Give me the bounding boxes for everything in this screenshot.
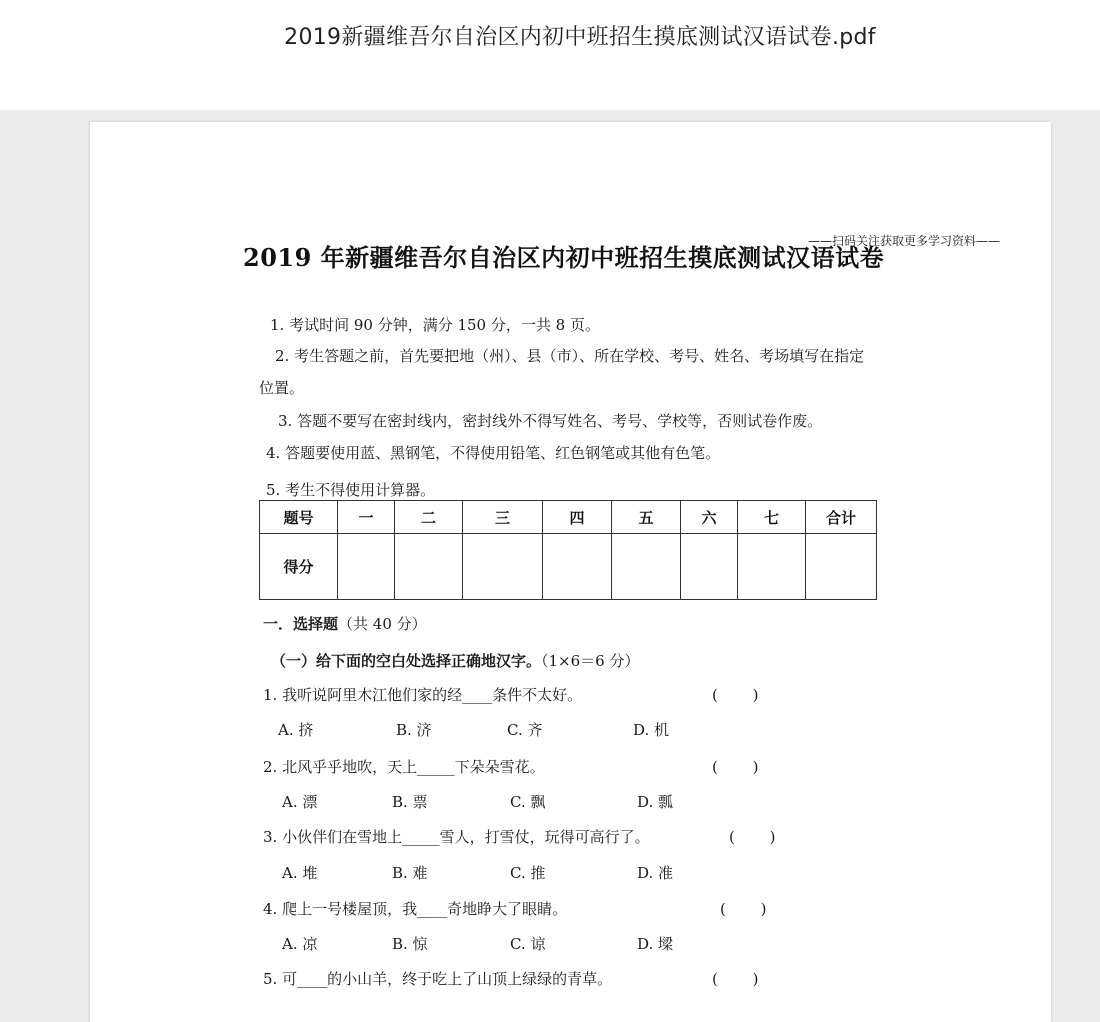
score-cell [806,534,877,600]
question-4: 4. 爬上一号楼屋顶，我____奇地睁大了眼睛。 [263,900,568,918]
score-header-cell: 七 [738,501,806,534]
question-1: 1. 我听说阿里木江他们家的经____条件不太好。 [263,686,583,704]
score-cell [681,534,738,600]
q4-option-a: A. 凉 [282,935,318,953]
instruction-3: 3. 答题不要写在密封线内，密封线外不得写姓名、考号、学校等，否则试卷作废。 [278,412,823,430]
score-header-cell: 二 [395,501,463,534]
instruction-1: 1. 考试时间 90 分钟，满分 150 分，一共 8 页。 [270,316,600,334]
score-header-cell: 题号 [260,501,338,534]
score-cell [395,534,463,600]
instruction-5: 5. 考生不得使用计算器。 [266,481,436,499]
q4-option-b: B. 惊 [392,935,428,953]
score-table [259,500,877,600]
q3-option-b: B. 难 [392,864,428,882]
score-table-score-row [260,534,877,600]
answer-blank-4: ( ) [720,900,767,918]
q1-option-a: A. 挤 [278,721,314,739]
question-3: 3. 小伙伴们在雪地上_____雪人，打雪仗，玩得可高行了。 [263,828,650,846]
q2-option-d: D. 瓢 [637,793,674,811]
title-bar [0,0,1100,110]
document-title: 2019 年新疆维吾尔自治区内初中班招生摸底测试汉语试卷 [243,243,885,272]
score-cell [612,534,681,600]
score-header-cell: 六 [681,501,738,534]
q1-option-d: D. 机 [633,721,670,739]
score-header-cell: 一 [338,501,395,534]
q3-option-d: D. 准 [637,864,674,882]
score-cell [463,534,543,600]
q3-option-a: A. 堆 [282,864,318,882]
section-1-title: 一．选择题 [263,615,339,633]
instruction-2: 2. 考生答题之前，首先要把地（州）、县（市）、所在学校、考号、姓名、考场填写在指定 [275,347,865,365]
score-cell [338,534,395,600]
q4-option-c: C. 谅 [510,935,546,953]
subsection-1-note: （1×6＝6 分） [541,652,640,670]
instruction-2-cont: 位置。 [259,379,305,397]
score-header-cell: 合计 [806,501,877,534]
score-header-cell: 三 [463,501,543,534]
q2-option-a: A. 漂 [282,793,318,811]
q4-option-d: D. 墚 [637,935,674,953]
score-cell [543,534,612,600]
answer-blank-2: ( ) [712,758,759,776]
q2-option-b: B. 票 [392,793,428,811]
watermark-text: ——扫码关注获取更多学习资料—— [808,234,1001,248]
score-header-cell: 五 [612,501,681,534]
subsection-1-title: （一）给下面的空白处选择正确地汉字。 [271,652,542,670]
q3-option-c: C. 推 [510,864,546,882]
question-5: 5. 可____的小山羊，终于吃上了山顶上绿绿的青草。 [263,970,613,988]
q1-option-c: C. 齐 [507,721,543,739]
subsection-1-heading [271,650,639,671]
answer-blank-3: ( ) [729,828,776,846]
section-1-heading [263,613,427,634]
q1-option-b: B. 济 [396,721,432,739]
score-cell [738,534,806,600]
file-title: 2019新疆维吾尔自治区内初中班招生摸底测试汉语试卷.pdf [284,25,876,50]
section-1-note: （共 40 分） [338,615,427,633]
answer-blank-5: ( ) [712,970,759,988]
score-row-label: 得分 [260,534,338,600]
question-2: 2. 北风乎乎地吹，天上_____下朵朵雪花。 [263,758,545,776]
q2-option-c: C. 飘 [510,793,546,811]
answer-blank-1: ( ) [712,686,759,704]
instruction-4: 4. 答题要使用蓝、黑钢笔，不得使用铅笔、红色钢笔或其他有色笔。 [266,444,721,462]
score-table-header-row [260,501,877,534]
score-header-cell: 四 [543,501,612,534]
